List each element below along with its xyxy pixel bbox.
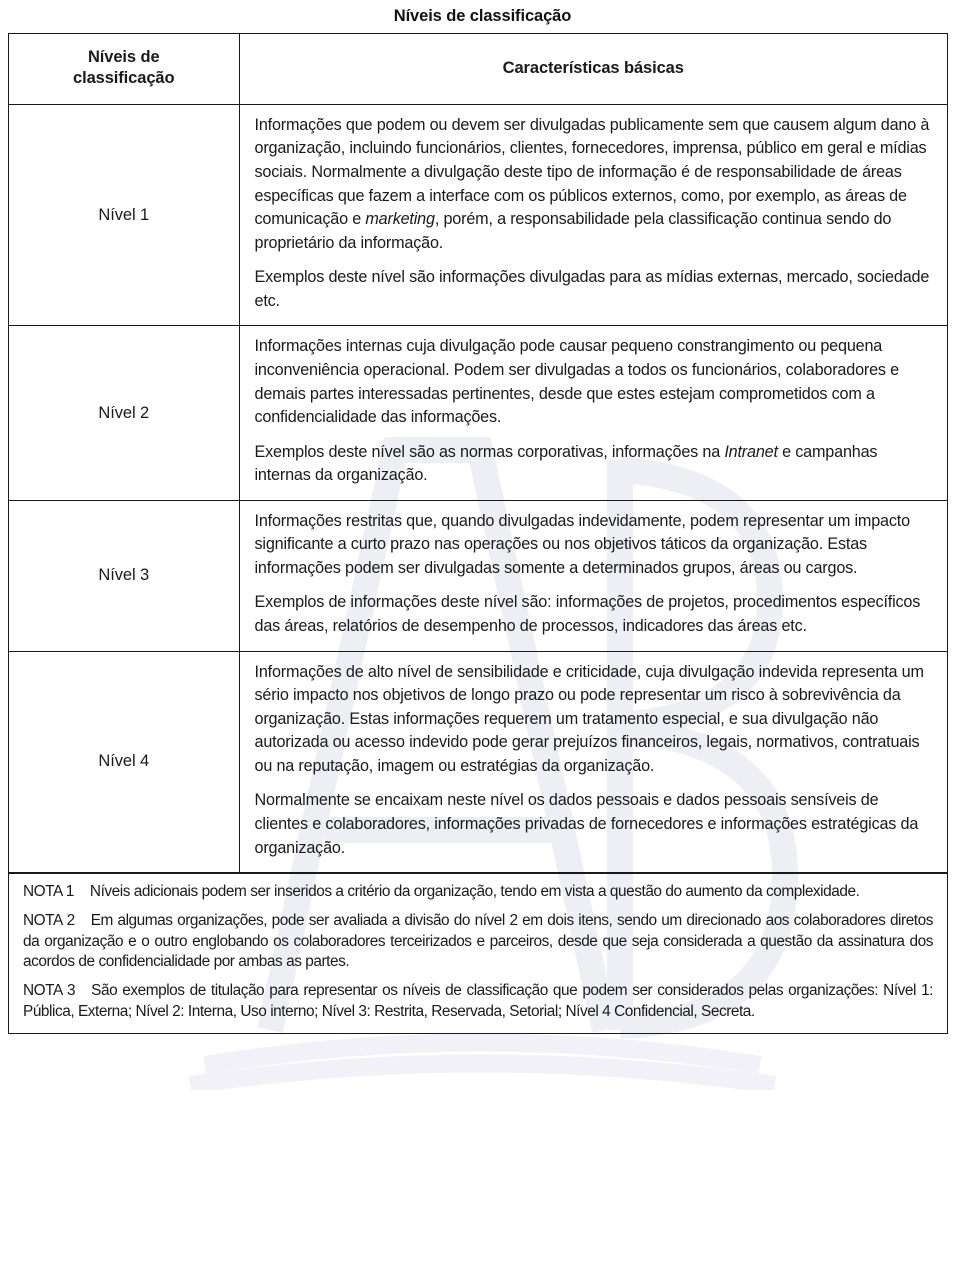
note-item	[23, 882, 933, 903]
notes-block	[8, 874, 948, 1034]
paragraph	[255, 441, 932, 488]
level-description	[239, 326, 947, 500]
paragraph	[255, 114, 932, 255]
column-header-levels	[9, 34, 239, 104]
level-description	[239, 500, 947, 651]
note-text: Níveis adicionais podem ser inseridos a critério da organização, tendo em vista a questão do aumento da complexidade.	[89, 883, 860, 901]
paragraph	[255, 661, 932, 779]
body-text: Exemplos deste nível são informações divulgadas para as mídias externas, mercado, sociedade etc.	[254, 268, 930, 310]
levels-table	[9, 34, 947, 873]
paragraph	[255, 789, 932, 860]
body-text: Informações restritas que, quando divulgadas indevidamente, podem representar um impacto significante a curto prazo nas operações ou nos objetivos táticos da organização. Estas informações podem ser divulgadas somente a determinados grupos, áreas ou cargos.	[254, 511, 910, 577]
table-row	[9, 326, 947, 500]
paragraph	[255, 335, 932, 429]
emphasis-text: Intranet	[724, 442, 778, 461]
note-text: Em algumas organizações, pode ser avaliada a divisão do nível 2 em dois itens, sendo um direcionado aos colaboradores diretos da organização e o outro englobando os colaboradores terceirizados e parceiros, desde que seja considerada a questão da assinatura dos acordos de confidencialidade por ambas as partes.	[23, 911, 933, 971]
table-caption: Níveis de classificação	[393, 7, 572, 25]
body-text: Informações que podem ou devem ser divulgadas publicamente sem que causem algum dano à organização, incluindo funcionários, clientes, fornecedores, imprensa, público em geral e mídias sociais. Normalmente a divulgação deste tipo de informação é de responsabilidade de áreas específicas que fazem a interface com os públicos externos, como, por exemplo, as áreas de comunicação e	[254, 115, 930, 229]
body-text: , porém, a responsabilidade pela classificação continua sendo do proprietário da informação.	[254, 210, 892, 252]
body-text: Exemplos de informações deste nível são: informações de projetos, procedimentos específicos das áreas, relatórios de desempenho de processos, indicadores das áreas etc.	[254, 593, 921, 635]
levels-table-wrapper	[8, 33, 948, 874]
level-label: Nível 1	[9, 104, 239, 326]
column-header-levels-line2: classificação	[73, 69, 175, 88]
level-label: Nível 4	[9, 651, 239, 873]
paragraph	[255, 510, 932, 581]
level-description	[239, 104, 947, 326]
table-header-row	[9, 34, 947, 104]
note-text: São exemplos de titulação para representar os níveis de classificação que podem ser considerados pelas organizações: Nível 1: Pública, Externa; Nível 2: Interna, Uso interno; Nível 3: Restrita, Reservada, Setorial; Nível 4 Confidencial, Secreta.	[23, 981, 934, 1020]
level-description	[239, 651, 947, 873]
levels-table-body	[9, 104, 947, 872]
note-label: NOTA 1	[23, 883, 74, 901]
body-text: Informações de alto nível de sensibilidade e criticidade, cuja divulgação indevida representa um sério impacto nos objetivos de longo prazo ou pode representar um risco à sobrevivência da organização. Estas informações requerem um tratamento especial, e sua divulgação não autorizada ou acesso indevido pode gerar prejuízos financeiros, legais, normativos, contratuais ou na reputação, imagem ou estratégias da organização.	[254, 662, 924, 775]
level-label: Nível 3	[9, 500, 239, 651]
note-label: NOTA 3	[23, 981, 76, 999]
body-text: Normalmente se encaixam neste nível os dados pessoais e dados pessoais sensíveis de clientes e colaboradores, informações privadas de fornecedores e informações estratégicas da organização.	[254, 791, 919, 857]
table-row	[9, 500, 947, 651]
note-item	[23, 981, 933, 1022]
body-text: Informações internas cuja divulgação pode causar pequeno constrangimento ou pequena inconveniência operacional. Podem ser divulgadas a todos os funcionários, colaboradores e demais partes interessadas pertinentes, desde que estes estejam comprometidos com a confidencialidade das informações.	[254, 337, 899, 427]
column-header-characteristics: Características básicas	[239, 34, 947, 104]
paragraph	[255, 591, 932, 638]
column-header-levels-line1: Níveis de	[87, 48, 160, 66]
body-text: e campanhas internas da organização.	[254, 442, 878, 485]
paragraph	[255, 266, 932, 313]
table-row	[9, 104, 947, 326]
note-item	[23, 911, 933, 973]
note-label: NOTA 2	[23, 911, 75, 929]
emphasis-text: marketing	[365, 210, 435, 229]
level-label: Nível 2	[9, 326, 239, 500]
table-row	[9, 651, 947, 873]
body-text: Exemplos deste nível são as normas corporativas, informações na	[254, 442, 725, 461]
